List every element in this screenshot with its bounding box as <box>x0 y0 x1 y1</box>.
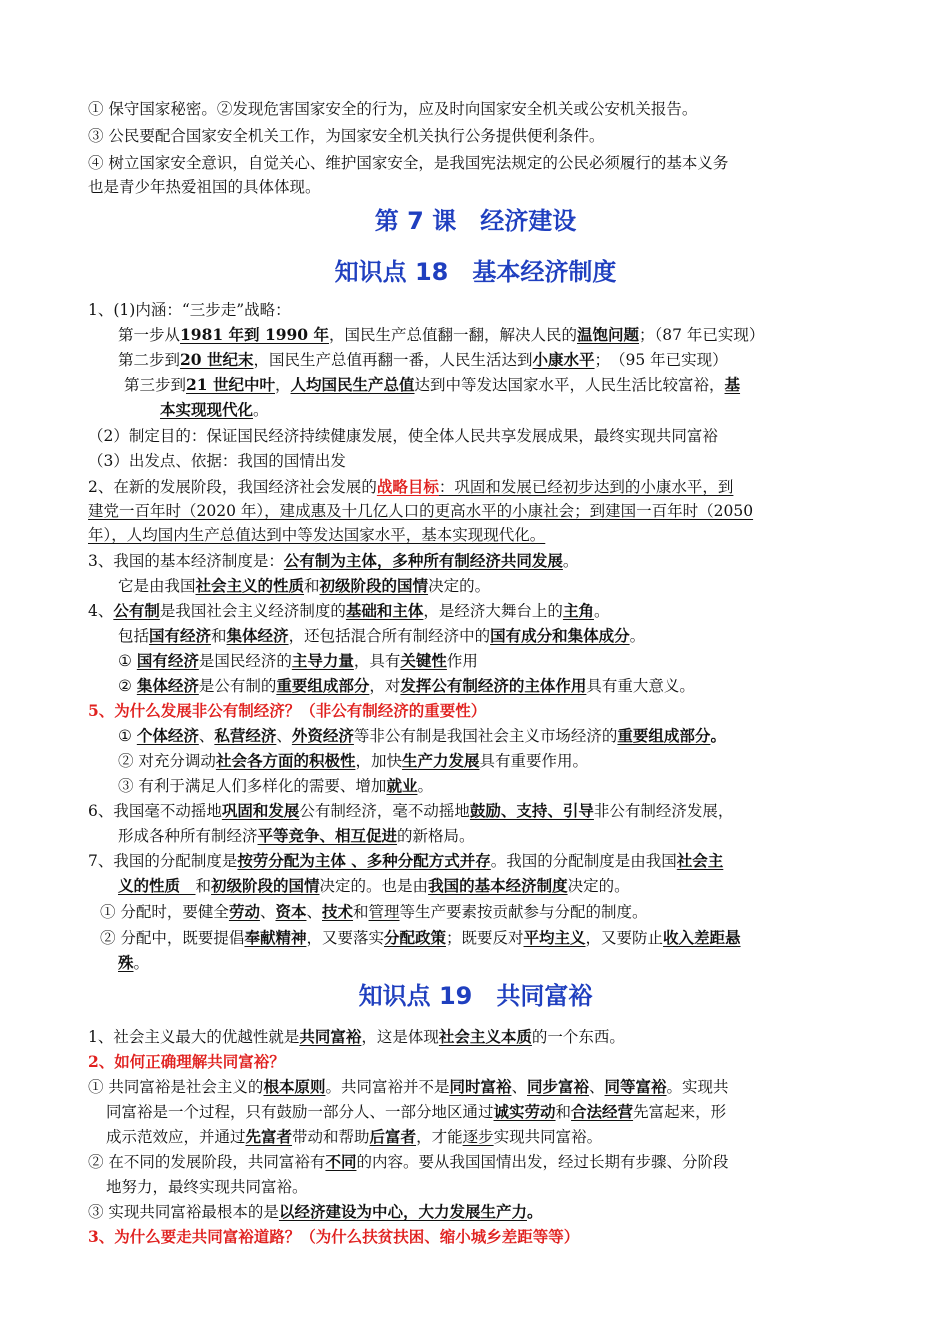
key-term: 国有经济 <box>136 651 199 670</box>
text-line <box>88 1225 863 1249</box>
key-term: 私营经济 <box>214 726 277 745</box>
text-run: 成示范效应，并通过 <box>106 1128 246 1146</box>
key-term: 主角 <box>562 601 594 620</box>
key-term: 国有成分和集体成分 <box>490 626 630 645</box>
key-term: 义的性质 <box>118 876 196 895</box>
key-term: 人均国民生产总值 <box>290 375 415 394</box>
key-term: 平均主义 <box>523 928 586 947</box>
text-run: 带动和帮助 <box>292 1128 370 1146</box>
text-run: 4、 <box>88 602 114 620</box>
key-term: 技术 <box>322 902 354 921</box>
text-run: 决定的。也是由 <box>319 877 429 895</box>
text-line <box>118 624 893 648</box>
key-term: 初级阶段的国情 <box>211 876 320 895</box>
text-run: ③ 有利于满足人们多样化的需要、增加 <box>118 777 387 795</box>
text-run: 逐步 <box>462 1128 494 1146</box>
key-term: 共同富裕 <box>299 1027 362 1046</box>
text-run: ④ 树立国家安全意识，自觉关心、维护国家安全，是我国宪法规定的公民必须履行的基本义务 <box>88 154 729 172</box>
text-run: 7、我国的分配制度是 <box>88 852 238 870</box>
text-line <box>160 398 935 422</box>
lesson-title: 第 7 课 经济建设 <box>374 207 577 235</box>
text-line <box>118 348 893 372</box>
text-run: 等非公有制是我国社会主义市场经济的 <box>353 727 618 745</box>
text-run: 非公有制经济发展， <box>593 802 734 820</box>
text-line <box>118 824 893 848</box>
text-run: 、 <box>276 727 292 745</box>
text-run: ② <box>118 677 137 695</box>
key-term: 集体经济 <box>136 676 199 695</box>
text-run: ① <box>118 652 137 670</box>
text-run: ，对 <box>369 677 401 695</box>
text-line <box>118 649 893 673</box>
text-run: （3）出发点、依据：我国的国情出发 <box>88 452 346 470</box>
key-term: 我国的基本经济制度 <box>428 876 568 895</box>
text-run: ，还包括混合所有制经济中的 <box>288 627 491 645</box>
text-run: 和 <box>555 1103 572 1121</box>
key-term: 就业 <box>386 776 418 795</box>
text-line <box>88 1050 863 1074</box>
text-line <box>118 774 893 798</box>
text-run: ，才能 <box>416 1128 463 1146</box>
text-run: 公有制经济，毫不动摇地 <box>299 802 470 820</box>
key-term: 社会主 <box>676 851 724 870</box>
text-run: 管理 <box>368 903 400 921</box>
text-line <box>88 475 863 499</box>
key-term: 先富者 <box>245 1127 293 1146</box>
text-run: 。 <box>629 627 646 645</box>
text-run: 。 <box>593 602 610 620</box>
text-run: 决定的。 <box>567 877 630 895</box>
text-run: 先富起来，形 <box>633 1103 727 1121</box>
text-line <box>88 175 863 199</box>
key-term: 社会各方面的积极性 <box>215 751 356 770</box>
text-run: 和 <box>195 877 212 895</box>
text-run: 达到中等发达国家水平，人民生活比较富裕， <box>414 376 725 394</box>
text-line <box>88 799 863 823</box>
key-term: 主导力量 <box>291 651 354 670</box>
text-run: 建党一百年时（2020 年），建成惠及十几亿人口的更高水平的小康社会；到建国一百年时（2050 <box>88 502 754 520</box>
key-term: 根本原则 <box>263 1077 326 1096</box>
text-run: ； （95 年已实现） <box>594 351 728 369</box>
key-term: 重要组成部分 <box>617 726 711 745</box>
text-line <box>118 323 893 347</box>
key-term: 殊 <box>118 953 134 972</box>
text-run: ，国民生产总值再翻一番，人民生活达到 <box>253 351 533 369</box>
text-run: 和 <box>353 903 369 921</box>
text-run: 同富裕是一个过程，只有鼓励一部分人、一部分地区通过 <box>106 1103 494 1121</box>
text-line <box>88 599 863 623</box>
key-term: 后富者 <box>369 1127 417 1146</box>
key-term: 外资经济 <box>291 726 354 745</box>
text-line <box>88 449 863 473</box>
text-run: ① <box>118 727 137 745</box>
text-run: 包括 <box>118 627 150 645</box>
text-line <box>88 124 863 148</box>
text-line <box>88 1200 863 1224</box>
text-line <box>88 1150 863 1174</box>
text-run: 的内容。要从我国国情出发，经过长期有步骤、分阶段 <box>356 1153 729 1171</box>
text-line <box>118 574 893 598</box>
text-line <box>118 951 893 975</box>
key-term: 公有制为主体，多种所有制经济共同发展 <box>283 551 563 570</box>
text-run: 。我国的分配制度是由我国 <box>490 852 677 870</box>
key-term: 集体经济 <box>226 626 289 645</box>
key-term: 生产力发展 <box>401 751 480 770</box>
key-term: 温饱问题 <box>577 325 640 344</box>
text-run: 1、社会主义最大的优越性就是 <box>88 1028 300 1046</box>
text-run: 的一个东西。 <box>531 1028 625 1046</box>
key-term: 同等富裕 <box>604 1077 667 1096</box>
key-term: 5、为什么发展非公有制经济？（非公有制经济的重要性） <box>88 701 487 720</box>
key-term: 3、为什么要走共同富裕道路？（为什么扶贫扶困、缩小城乡差距等等） <box>88 1227 580 1246</box>
key-term: 诚实劳动 <box>493 1102 556 1121</box>
text-run: 和 <box>211 627 227 645</box>
text-line <box>88 499 863 523</box>
text-run: 、 <box>511 1078 527 1096</box>
text-line <box>88 523 863 547</box>
key-term: 社会主义本质 <box>438 1027 532 1046</box>
key-term: 以经济建设为中心，大力发展生产力 <box>278 1202 527 1221</box>
key-term: 分配政策 <box>383 928 446 947</box>
text-run: ② 在不同的发展阶段，共同富裕有 <box>88 1153 326 1171</box>
text-run: ，是经济大舞台上的 <box>423 602 563 620</box>
key-term: 资本 <box>275 902 307 921</box>
section-18-title: 知识点 18 基本经济制度 <box>334 258 617 286</box>
text-line <box>88 97 863 121</box>
key-term: 初级阶段的国情 <box>319 576 429 595</box>
text-line <box>100 926 875 950</box>
text-run: ① 保守国家秘密。②发现危害国家安全的行为，应及时向国家安全机关或公安机关报告。 <box>88 100 698 118</box>
key-term: 本实现现代化 <box>160 400 254 419</box>
key-term: 基 <box>724 375 741 394</box>
text-run: 的新格局。 <box>397 827 475 845</box>
text-run: ；既要反对 <box>445 929 524 947</box>
text-run: 年），人均国内生产总值达到中等发达国家水平，基本实现现代化。 <box>88 526 546 544</box>
text-run: 1、(1)内涵：“三步走”战略： <box>88 301 291 319</box>
text-run: 是我国社会主义经济制度的 <box>159 602 346 620</box>
key-term: 劳动 <box>228 902 260 921</box>
key-term: 国有经济 <box>149 626 212 645</box>
text-run: 具有重要作用。 <box>479 752 588 770</box>
text-run: 。实现共 <box>666 1078 729 1096</box>
key-term: 巩固和发展 <box>221 801 300 820</box>
text-run: 。 <box>417 777 433 795</box>
key-term: 。 <box>710 726 726 745</box>
key-term: 社会主义的性质 <box>195 576 305 595</box>
text-line <box>88 849 863 873</box>
text-run: 、 <box>306 903 322 921</box>
text-run: ，加快 <box>355 752 402 770</box>
text-run: 。 <box>562 552 579 570</box>
key-term: 重要组成部分 <box>276 676 370 695</box>
text-run: 、 <box>198 727 215 745</box>
text-run: ② 对充分调动 <box>118 752 216 770</box>
text-line <box>106 1100 881 1124</box>
key-term: 同时富裕 <box>449 1077 512 1096</box>
text-line <box>118 749 893 773</box>
text-line <box>88 1025 863 1049</box>
key-term: 小康水平 <box>532 350 595 369</box>
text-run: 具有重大意义。 <box>586 677 695 695</box>
text-run: 、 <box>259 903 276 921</box>
text-run: ① 分配时，要健全 <box>100 903 229 921</box>
text-run: 和 <box>304 577 320 595</box>
text-line <box>106 1125 881 1149</box>
key-term: 收入差距悬 <box>663 928 741 947</box>
text-run: ② 分配中，既要提倡 <box>100 929 245 947</box>
key-term: 不同 <box>325 1152 357 1171</box>
text-run: （2）制定目的：保证国民经济持续健康发展，使全体人民共享发展成果，最终实现共同富裕 <box>88 427 718 445</box>
text-line <box>118 724 893 748</box>
text-run: 它是由我国 <box>118 577 196 595</box>
text-line <box>88 151 863 175</box>
text-run: ，具有 <box>353 652 401 670</box>
text-line <box>88 1075 863 1099</box>
text-line <box>88 424 863 448</box>
text-run: 2、在新的发展阶段，我国经济社会发展的 <box>88 478 377 496</box>
text-run: 6、我国毫不动摇地 <box>88 802 222 820</box>
text-run: 第三步到 <box>124 376 187 394</box>
key-term: 。 <box>526 1202 543 1221</box>
text-run: 、 <box>589 1078 605 1096</box>
text-line <box>88 298 863 322</box>
text-run: 实现共同富裕。 <box>493 1128 603 1146</box>
text-run: 地努力，最终实现共同富裕。 <box>106 1178 308 1196</box>
key-term: 奉献精神 <box>244 928 307 947</box>
key-term: 合法经营 <box>571 1102 634 1121</box>
text-line <box>88 549 863 573</box>
text-line <box>118 674 893 698</box>
text-run: 。共同富裕并不是 <box>325 1078 450 1096</box>
text-run: ① 共同富裕是社会主义的 <box>88 1078 264 1096</box>
text-run: 。 <box>133 954 150 972</box>
text-run: 决定的。 <box>428 577 491 595</box>
text-run: ，又要落实 <box>306 929 384 947</box>
text-run: ：巩固和发展已经初步达到的小康水平，到 <box>438 478 734 496</box>
text-line <box>124 373 899 397</box>
key-term: 按劳分配为主体 、多种分配方式并存 <box>237 851 491 870</box>
text-run: ， <box>274 376 291 394</box>
text-run: 第二步到 <box>118 351 181 369</box>
text-line <box>118 874 893 898</box>
text-run: 是国民经济的 <box>198 652 292 670</box>
section-19-title: 知识点 19 共同富裕 <box>358 982 593 1010</box>
text-run: ，这是体现 <box>361 1028 439 1046</box>
key-term: 战略目标 <box>376 477 439 496</box>
text-run: 作用 <box>446 652 478 670</box>
text-run: 等生产要素按贡献参与分配的制度。 <box>399 903 648 921</box>
key-term: 鼓励、支持、引导 <box>469 801 594 820</box>
text-run: ，又要防止 <box>585 929 664 947</box>
text-run: ；（87 年已实现） <box>639 326 765 344</box>
key-term: 2、如何正确理解共同富裕？ <box>88 1052 285 1071</box>
text-run: 形成各种所有制经济 <box>118 827 258 845</box>
key-term: 发挥公有制经济的主体作用 <box>400 676 587 695</box>
text-line <box>106 1175 881 1199</box>
key-term: 21 世纪中叶 <box>186 375 275 394</box>
key-term: 平等竞争、相互促进 <box>257 826 398 845</box>
text-run: 第一步从 <box>118 326 181 344</box>
key-term: 关键性 <box>400 651 447 670</box>
text-line <box>88 699 863 723</box>
text-run: ③ 实现共同富裕最根本的是 <box>88 1203 279 1221</box>
key-term: 20 世纪末 <box>180 350 254 369</box>
text-run: ③ 公民要配合国家安全机关工作，为国家安全机关执行公务提供便利条件。 <box>88 127 605 145</box>
text-run: ，国民生产总值翻一翻，解决人民的 <box>328 326 577 344</box>
text-run: 3、我国的基本经济制度是： <box>88 552 284 570</box>
key-term: 公有制 <box>113 601 160 620</box>
key-term: 同步富裕 <box>527 1077 590 1096</box>
text-run: 也是青少年热爱祖国的具体体现。 <box>88 178 321 196</box>
key-term: 基础和主体 <box>345 601 424 620</box>
text-run: 是公有制的 <box>198 677 277 695</box>
text-line <box>100 900 875 924</box>
text-run: 。 <box>253 401 269 419</box>
key-term: 1981 年到 1990 年 <box>180 325 329 344</box>
key-term: 个体经济 <box>136 726 199 745</box>
